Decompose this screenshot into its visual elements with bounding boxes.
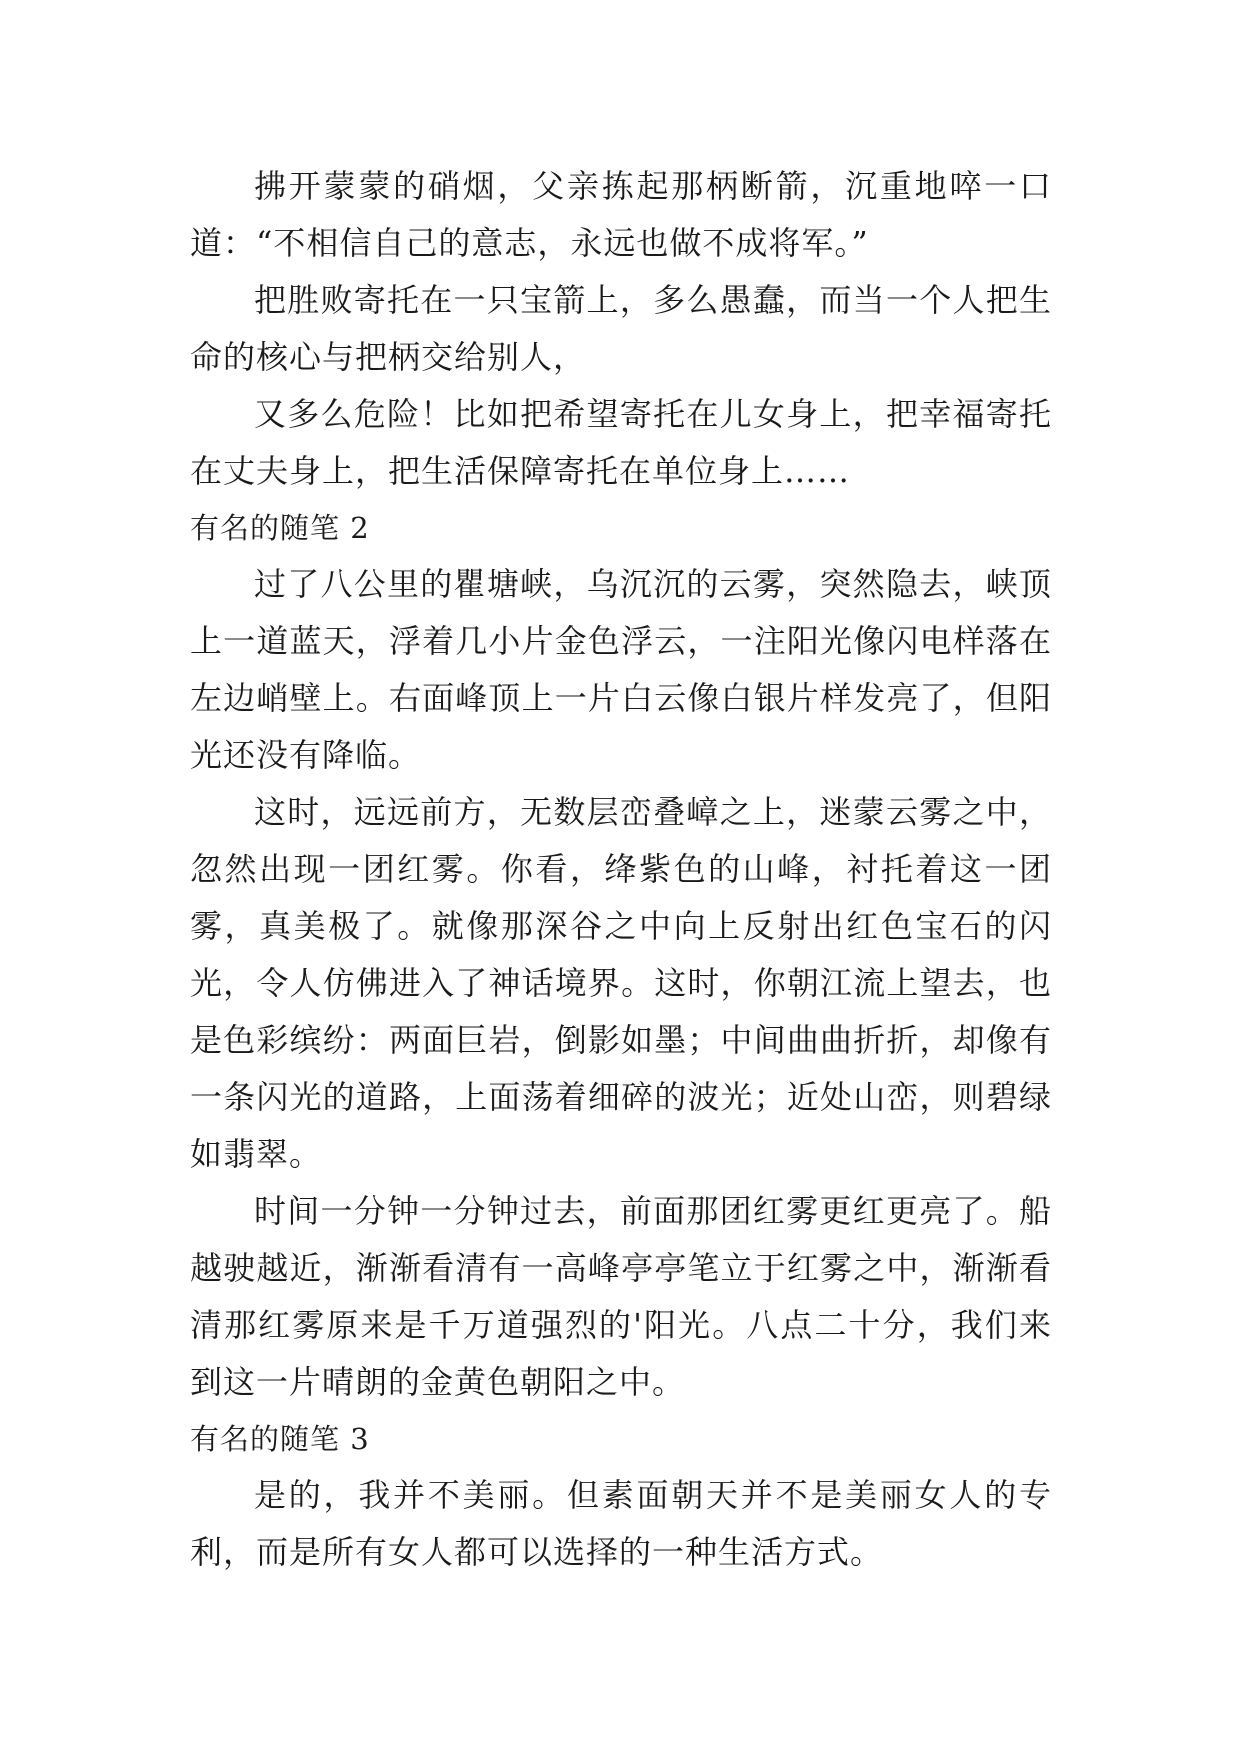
paragraph: 拂开蒙蒙的硝烟，父亲拣起那柄断箭，沉重地啐一口道：“不相信自己的意志，永远也做不成将军。” — [190, 167, 1052, 262]
document-body — [190, 158, 1052, 1581]
paragraph: 过了八公里的瞿塘峡，乌沉沉的云雾，突然隐去，峡顶上一道蓝天，浮着几小片金色浮云，一注阳光像闪电样落在左边峭壁上。右面峰顶上一片白云像白银片样发亮了，但阳光还没有降临。 — [190, 565, 1052, 774]
paragraph: 是的，我并不美丽。但素面朝天并不是美丽女人的专利，而是所有女人都可以选择的一种生活方式。 — [190, 1476, 1052, 1571]
paragraph: 把胜败寄托在一只宝箭上，多么愚蠢，而当一个人把生命的核心与把柄交给别人， — [190, 281, 1052, 376]
section-heading: 有名的随笔 2 — [190, 511, 370, 545]
paragraph: 又多么危险！比如把希望寄托在儿女身上，把幸福寄托在丈夫身上，把生活保障寄托在单位身上…… — [190, 395, 1052, 490]
section-heading: 有名的随笔 3 — [190, 1422, 370, 1456]
paragraph: 时间一分钟一分钟过去，前面那团红雾更红更亮了。船越驶越近，渐渐看清有一高峰亭亭笔立于红雾之中，渐渐看清那红雾原来是千万道强烈的'阳光。八点二十分，我们来到这一片晴朗的金黄色朝阳之中。 — [190, 1192, 1052, 1401]
paragraph: 这时，远远前方，无数层峦叠嶂之上，迷蒙云雾之中，忽然出现一团红雾。你看，绛紫色的山峰，衬托着这一团雾，真美极了。就像那深谷之中向上反射出红色宝石的闪光，令人仿佛进入了神话境界。这时，你朝江流上望去，也是色彩缤纷：两面巨岩，倒影如墨；中间曲曲折折，却像有一条闪光的道路，上面荡着细碎的波光；近处山峦，则碧绿如翡翠。 — [190, 793, 1052, 1173]
